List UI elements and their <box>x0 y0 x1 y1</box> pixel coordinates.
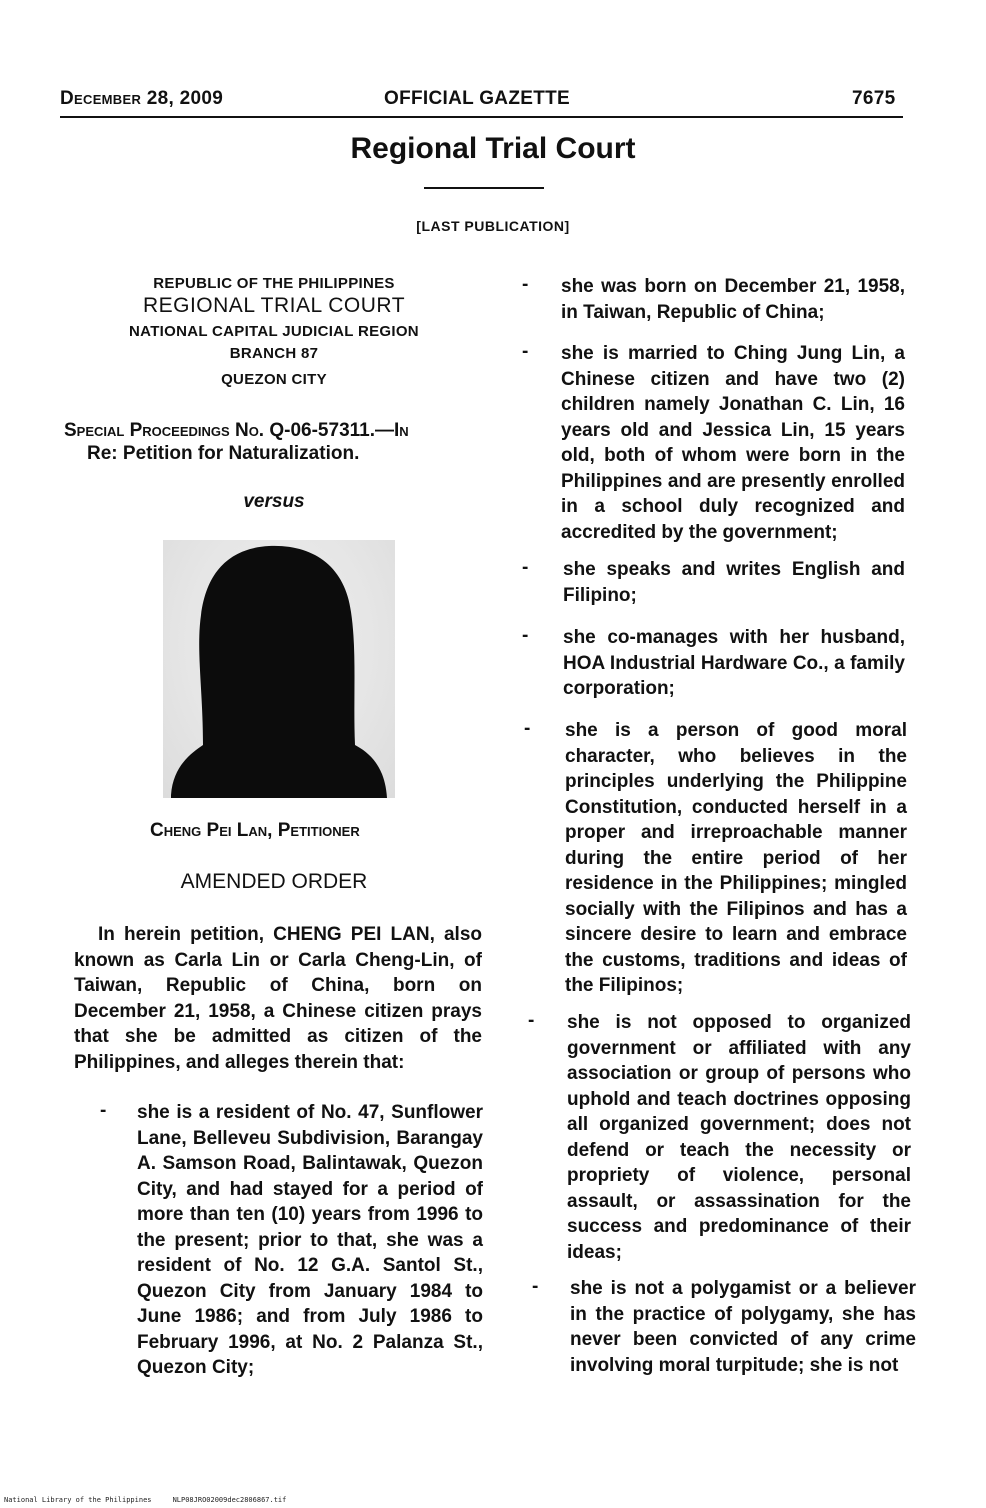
bullet-mark: - <box>522 557 529 578</box>
right-bullet-language: she speaks and writes English and Filipino; <box>563 559 905 606</box>
right-bullet-character: she is a person of good moral character, who believes in the principles underlying the Philippine Constitution, conducted herself in a proper and irreproachable manner during the entire period of her residence in the Philippines; mingled socially with the Filipinos and has a sincere desire to learn and embrace the customs, traditions and ideas of the Filipinos; <box>565 720 907 996</box>
page-title: Regional Trial Court <box>350 132 636 165</box>
petitioner-name: Cheng Pei Lan, Petitioner <box>150 820 360 841</box>
bullet-mark: - <box>524 718 531 739</box>
bullet-mark: - <box>522 625 529 646</box>
caption-region: NATIONAL CAPITAL JUDICIAL REGION <box>129 323 419 340</box>
right-bullet-polygamy: she is not a polygamist or a believer in the practice of polygamy, she has never been convicted of any crime involving moral turpitude; she is not <box>570 1278 916 1376</box>
right-bullet-government: she is not opposed to organized government or affiliated with any association or group of persons who uphold and teach doctrines opposing all organized government; does not defend or teach the necessity or propriety of violence, personal assault, or assassination for the success and predominance of their ideas; <box>567 1012 911 1263</box>
header-publication: OFFICIAL GAZETTE <box>384 88 570 109</box>
caption-republic: REPUBLIC OF THE PHILIPPINES <box>153 275 395 292</box>
bullet-mark: - <box>100 1100 107 1121</box>
bullet-mark: - <box>532 1276 539 1297</box>
right-bullet-business: she co-manages with her husband, HOA Industrial Hardware Co., a family corporation; <box>563 627 905 699</box>
bullet-mark: - <box>522 274 529 295</box>
redacted-silhouette-icon <box>163 540 395 798</box>
case-number: Special Proceedings No. Q-06-57311.—In <box>64 420 409 441</box>
right-bullet-marriage: she is married to Ching Jung Lin, a Chinese citizen and have two (2) children namely Jonathan C. Lin, 16 years old and Jessica Lin, 15 years old, both of whom were born in the Philippines and are presently enrolled in a school duly recognized and accredited by the government; <box>561 343 905 543</box>
header-rule <box>60 116 903 118</box>
case-subject: Re: Petition for Naturalization. <box>87 443 360 464</box>
caption-branch: BRANCH 87 <box>229 345 319 362</box>
petitioner-photo <box>163 540 395 798</box>
intro-paragraph: In herein petition, CHENG PEI LAN, also known as Carla Lin or Carla Cheng-Lin, of Taiwan, Republic of China, born on December 21, 1958, a Chinese citizen prays that she be admitted as citizen of the Philippines, and alleges therein that: <box>74 924 482 1073</box>
right-bullet-birth: she was born on December 21, 1958, in Taiwan, Republic of China; <box>561 276 905 323</box>
bullet-mark: - <box>528 1010 535 1031</box>
last-publication-label: [LAST PUBLICATION] <box>416 218 570 234</box>
header-date: December 28, 2009 <box>60 88 224 109</box>
left-bullet-residence: she is a resident of No. 47, Sunflower Lane, Belleveu Subdivision, Barangay A. Samson Road, Balintawak, Quezon City, and had stayed for a period of more than ten (10) years from 1996 to the present; prior to that, she was a resident of No. 12 G.A. Santol St., Quezon City from January 1984 to June 1986; and from July 1986 to February 1996, at No. 2 Palanza St., Quezon City; <box>137 1102 483 1378</box>
scan-footer: National Library of the Philippines NLP08JRO02009dec2806867.tif <box>4 1496 287 1504</box>
header-page-number: 7675 <box>852 88 896 109</box>
title-rule <box>424 187 544 189</box>
caption-court: REGIONAL TRIAL COURT <box>142 294 406 317</box>
order-title: AMENDED ORDER <box>180 870 368 893</box>
bullet-mark: - <box>522 341 529 362</box>
versus-label: versus <box>243 491 305 512</box>
caption-city: QUEZON CITY <box>221 371 327 388</box>
